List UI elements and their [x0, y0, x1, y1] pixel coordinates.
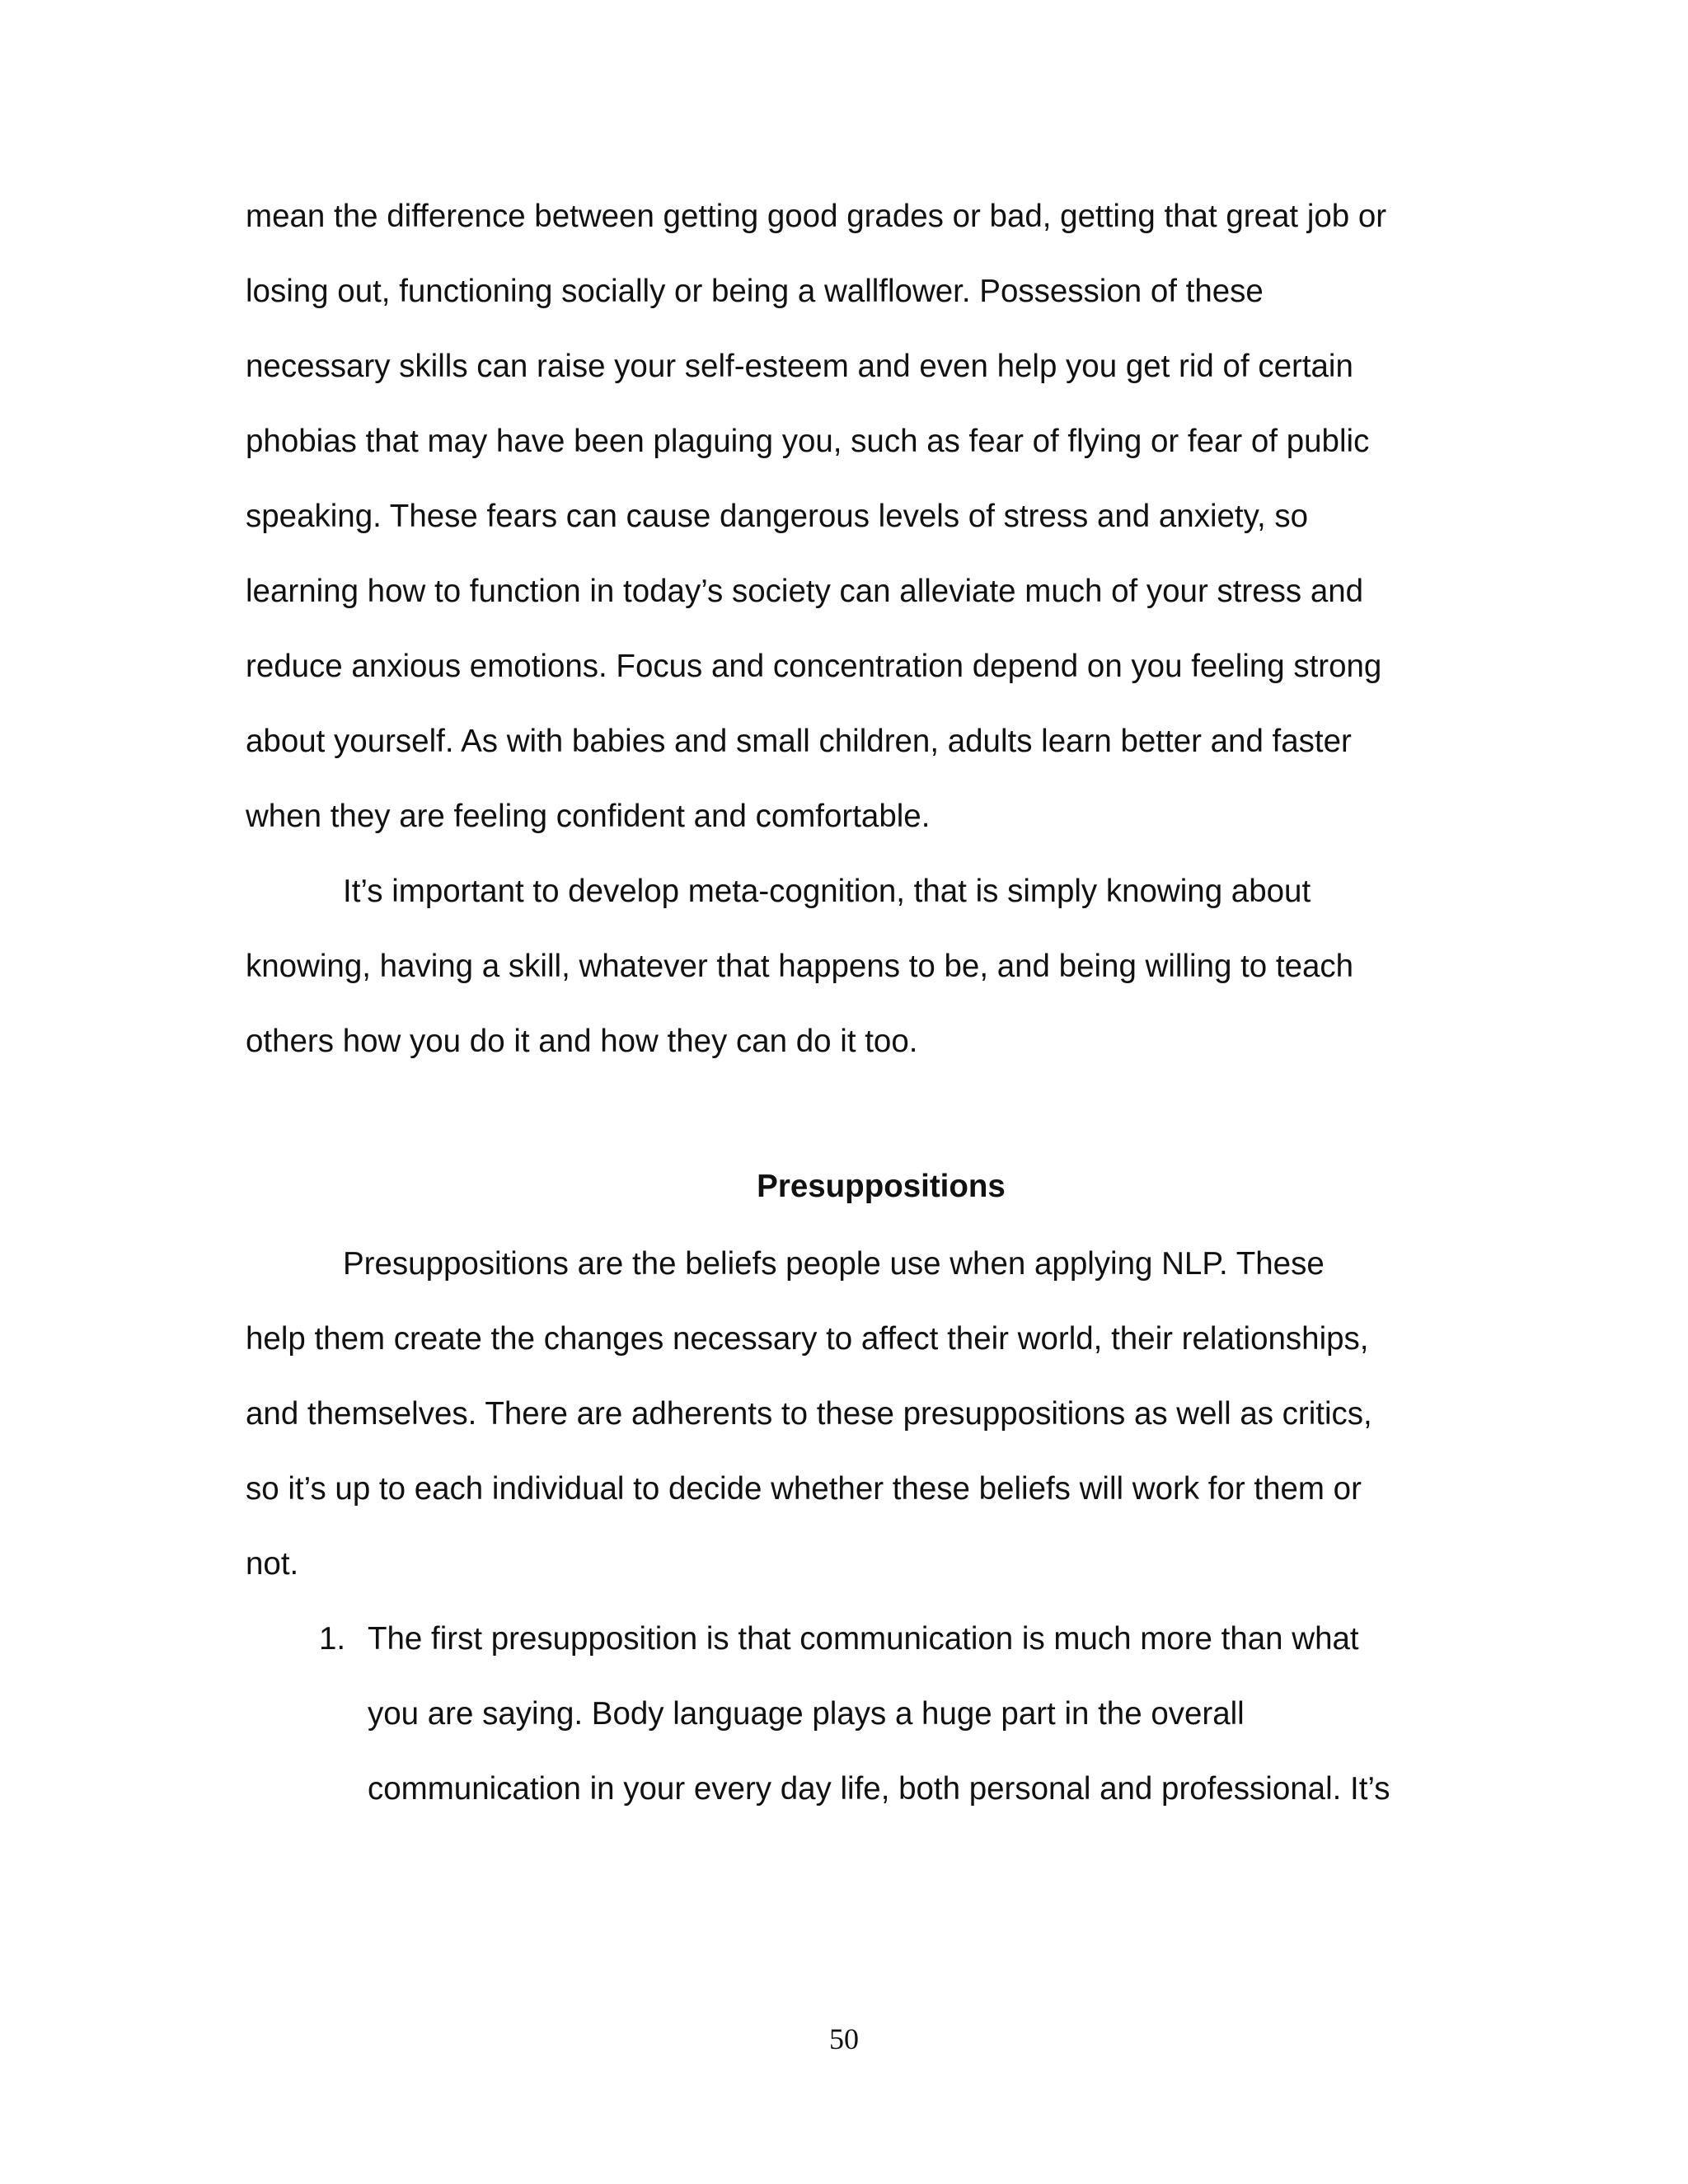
- text-line: The first presupposition is that communication is much more than what: [368, 1621, 1359, 1657]
- text-line: mean the difference between getting good grades or bad, getting that great job or: [246, 199, 1387, 234]
- text-line: Presuppositions are the beliefs people use when applying NLP. These: [343, 1246, 1325, 1282]
- text-line: necessary skills can raise your self-esteem and even help you get rid of certain: [246, 349, 1353, 384]
- text-line: others how you do it and how they can do it too.: [246, 1024, 918, 1059]
- text-line: speaking. These fears can cause dangerous levels of stress and anxiety, so: [246, 499, 1309, 534]
- text-line: about yourself. As with babies and small children, adults learn better and faster: [246, 724, 1352, 759]
- text-line: communication in your every day life, both personal and professional. It’s: [368, 1771, 1390, 1807]
- text-line: when they are feeling confident and comfortable.: [246, 799, 931, 834]
- text-line: help them create the changes necessary to affect their world, their relationships,: [246, 1321, 1369, 1357]
- text-line: phobias that may have been plaguing you, such as fear of flying or fear of public: [246, 424, 1370, 459]
- list-item-number: 1.: [319, 1621, 346, 1657]
- section-heading: Presuppositions: [757, 1169, 1006, 1204]
- text-line: so it’s up to each individual to decide whether these beliefs will work for them or: [246, 1471, 1362, 1507]
- text-line: It’s important to develop meta-cognition, that is simply knowing about: [343, 874, 1311, 909]
- text-line: reduce anxious emotions. Focus and concentration depend on you feeling strong: [246, 649, 1382, 684]
- text-line: knowing, having a skill, whatever that happens to be, and being willing to teach: [246, 949, 1354, 984]
- text-line: losing out, functioning socially or being a wallflower. Possession of these: [246, 274, 1264, 309]
- page-number: 50: [829, 2022, 859, 2055]
- text-line: learning how to function in today’s society can alleviate much of your stress and: [246, 574, 1364, 609]
- text-line: you are saying. Body language plays a huge part in the overall: [368, 1696, 1245, 1732]
- text-line: not.: [246, 1546, 299, 1582]
- text-line: and themselves. There are adherents to these presuppositions as well as critics,: [246, 1396, 1372, 1432]
